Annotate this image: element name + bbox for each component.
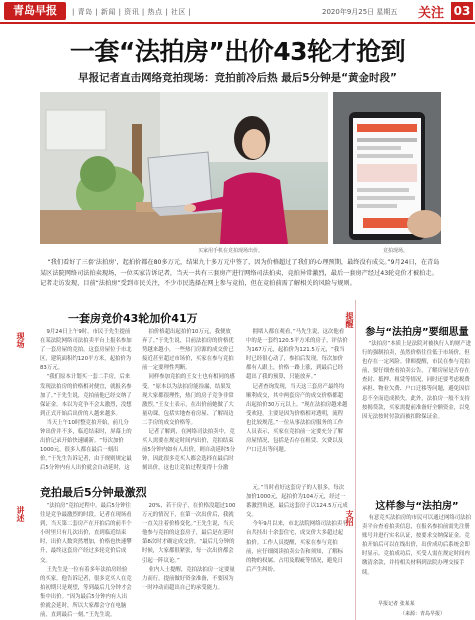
subheadline: 早报记者直击网络竞拍现场：竞拍前冷后热 最后5分钟是“黄金时段”	[78, 72, 397, 84]
page-number: 03	[451, 2, 473, 20]
photo-caption-left: 买家用手机在竞拍现场出价。	[198, 248, 264, 254]
paragraph: 记者了解到，在网络司法拍卖中，竞买人需要在规定时间内出价，竞拍结束前5分钟内如有人出价，则自动延时5分钟，因此很多竞买人都会选择在最后时刻出价，这也让竞拍过程变得十分激	[142, 429, 236, 472]
paragraph: 9月24日上午9时，市民于先生提前在某法院网络司法拍卖平台上报名参加了一套房屋的竞拍。这套房屋位于市北区，建筑面积约120平方米，起拍价为83万元。	[40, 329, 132, 372]
article-title-left: 一套房竞价43轮加价41万	[68, 312, 198, 325]
article-right-body	[246, 328, 348, 474]
paragraph: “法拍房”竞拍过程中，最后5分钟往往是竞争最激烈的时段。记者在现场看到，当天第二套房产在开拍后的前半个小时里只有几次出价，直到临近结束时，出价人数突然增加，价格也快速攀升，最终这套房产经过多轮竞价后成交。	[40, 503, 132, 564]
article-bottom-mid-body	[142, 502, 236, 618]
article-mid-body	[142, 328, 236, 474]
paragraph: 元。”当时看好这套房子的人很多，每次加价1000元，起拍价为104万元，经过一番激烈角逐，最后这套房子以124.5万元成交。	[246, 485, 348, 519]
photo-illustration	[40, 92, 328, 244]
paragraph: 记者查询发现，当天这三套房产最终均顺利成交，其中两套房产的成交价格都超出起拍价30万元以上。“现在法拍房越来越受欢迎，主要是因为价格相对透明，流程也比较规范。”一位从事法拍房服务的工作人员表示，买家在竞拍前一定要充分了解房屋情况，包括是否存在租赁、欠费以及户口迁出等问题。	[246, 383, 348, 454]
photo-bidder-with-laptop	[40, 92, 328, 244]
paragraph: 拍价格超出起拍价10万元，我便放弃了。”于先生说，目前法拍房的价格优势越来越小，一些热门房源的成交价已接近甚至超过市场价，买家在参与竞拍前一定要理性判断。	[142, 329, 234, 372]
tag-scene: 现场	[16, 332, 25, 348]
photo-caption-right: 竞拍现场。	[383, 248, 409, 254]
paragraph: 同样参加竞拍的王女士也有相同的感受。“原本以为法拍房能捡漏，结果发现大家都很理性，热门的房子竞争非常激烈。”王女士表示，在出价前她做了大量功课，包括实地查看房屋、了解周边二手房的成交价格等。	[142, 374, 235, 426]
sidebar-text-tip: “法拍房”本质上是法院对被执行人的财产进行的强制拍卖，虽然价格往往低于市场价，但也存在一定风险。律师提醒，市民在参与竞拍前，要仔细查看拍卖公告，了解房屋是否存在查封、抵押、租赁等情况，同时还要考虑税费承担、物业欠费、户口迁移等问题，避免因信息不全而造成损失。此外，法拍房一般不支持按揭贷款，买家需提前准备好全额资金，以免因无法按时付款而被扣除保证金。	[362, 341, 472, 420]
sidebar-title-support: 这样参与“法拍房”	[375, 501, 459, 512]
issue-date: 2020年9月25日 星期五	[322, 8, 398, 16]
paragraph: 王先生是一位有着多年法拍房经验的买家，他告诉记者，很多竞买人在竞拍初期只是观望，等到最后几分钟才会集中出价。“因为最后5分钟内有人出价就会延时，所以大家都会守在电脑前，直到最后一刻。”王先生说。	[40, 566, 132, 618]
paragraph: 拥堵人都在观看，”马先生说，这次他看中的是一套约120.5平方米的房子，评估价为167万元，起拍价为121.5万元，“我当时已经很心动了，参拍后发现，每次加价都有人跟上，价格一路上涨，到最后已经超出了我的预算，只能放弃。”	[246, 329, 348, 381]
tag-insight: 讲述	[16, 506, 25, 522]
article-bottom-left-body	[40, 502, 132, 618]
masthead	[0, 0, 475, 24]
newspaper-logo: 青岛早报	[4, 2, 66, 20]
column-divider	[355, 300, 356, 620]
byline-source: （来源：青岛早报）	[400, 611, 446, 617]
headline: 一套“法拍房”出价43轮才抢到	[69, 37, 406, 66]
byline-reporter: 早报记者 张某某	[378, 601, 415, 607]
article-bottom-right-body	[246, 484, 348, 618]
paragraph: 业内人士提醒，竞拍法拍房一定要量力而行，提前做好资金准备，不要因为一时冲动而超出自己的承受能力。	[142, 566, 235, 591]
photo-phone-bidding	[333, 92, 441, 244]
tag-support: 支招	[345, 510, 354, 526]
tag-tip: 提醒	[345, 312, 354, 328]
sidebar-title-tip: 参与“法拍房”要细思量	[365, 327, 469, 338]
masthead-nav: | 青岛 | 新闻 | 资讯 | 热点 | 社区 |	[72, 8, 192, 16]
paragraph: 当天上午10时整竞拍开始，前几分钟出价并不多，临近结束时，屏幕上的出价记录开始快速刷新。“每次加价1000元，很多人都在最后一刻出价。”于先生告诉记者，由于规则规定最后5分钟内有人出价就会自动延时，这	[40, 419, 132, 472]
section-name: 关注	[418, 6, 445, 21]
article-left-body	[40, 328, 132, 474]
article-title-bottom: 竞拍最后5分钟最激烈	[40, 486, 147, 499]
sidebar-text-support: 有意竞买法拍房的市民可以通过网络司法拍卖平台查看拍卖信息，在报名参拍前需先注册账号并进行实名认证，按要求交纳保证金。竞拍开始后可以在线出价，出价成功后系统会即时显示。竞拍成功后，买受人需在规定时间内缴清余款，并持相关材料到法院办理交接手续。	[362, 515, 471, 576]
phone-illustration	[333, 92, 441, 244]
paragraph: 20%，若干房子，在价格没超过100万元的情况下，在第一次出价后，我就一直关注着价格变化。”王先生说，当天他参与竞拍的这套房子，最后是在延时第8次时才确定成交价，“最后几分钟的时候，大家都很紧张，每一次出价都会引起一阵议论。”	[142, 503, 236, 564]
lead-paragraph: “我们看好了三套‘法拍房’，起拍价都在80多万元，结果九十多万元中签了，因为价格超过了我们的心理预期，最终没有成交。”9月24日，在青岛某区法院网络司法拍卖现场，一位买家告诉记者，当天一共有三套房产进行网络司法拍卖，竞拍异常激烈，最后一套房产经过43轮竞价才被拍走。记者走访发现，目前“法拍房”受到市民关注，不少市民选择在网上参与竞拍，但在竞拍前需了解相关的风险与规则。	[40, 259, 440, 287]
paragraph: 今年9月以来，市北法院网络司法拍卖平台共挂出十余套住宅，成交价大多超过起拍价。工作人员提醒，买家在参与竞拍前，应仔细阅读拍卖公告和须知，了解标的物的权属、占用及瑕疵等情况，避免日后产生纠纷。	[246, 521, 348, 573]
paragraph: “我们原本计划买一套二手房，后来发现法拍房的价格相对便宜，就报名参加了。”于先生说，竞拍前他已经交纳了保证金，本以为竞争不会太激烈，没想到正式开始后出价的人越来越多。	[40, 374, 132, 417]
